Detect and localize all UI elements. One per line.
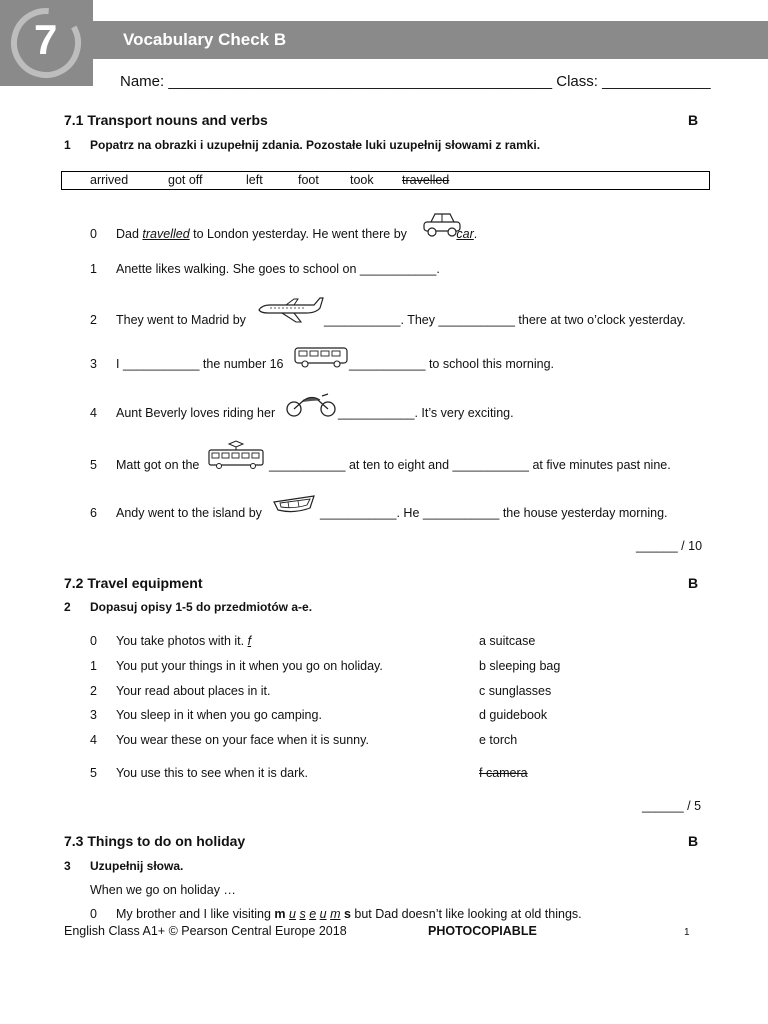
- boat-icon: [272, 492, 316, 516]
- chapter-badge: [0, 0, 93, 86]
- task-2-number: 2: [64, 600, 71, 614]
- example-answer: travelled: [142, 227, 190, 241]
- example-letter: s: [299, 907, 306, 921]
- section-2-title: 7.2 Travel equipment: [64, 575, 203, 591]
- word-box-item: got off: [168, 173, 203, 187]
- given-letter: m: [274, 907, 286, 921]
- match-item-0: [116, 634, 251, 648]
- task-3-instruction: Uzupełnij słowa.: [90, 859, 184, 873]
- section-1-score: ______ / 10: [636, 539, 703, 553]
- title-bar: [93, 21, 768, 59]
- match-item-2: Your read about places in it.: [116, 684, 271, 698]
- match-option-e: e torch: [479, 733, 518, 747]
- example-letter: m: [330, 907, 341, 921]
- item-number: 1: [90, 262, 97, 276]
- text: to London yesterday. He went there by: [189, 227, 411, 241]
- section-3-letter: B: [688, 833, 699, 849]
- given-letter: s: [343, 907, 351, 921]
- item-6-sentence-start: Andy went to the island by: [116, 506, 262, 520]
- example-answer: f: [247, 634, 252, 648]
- word-box-item: left: [246, 173, 263, 187]
- example-letter: u: [319, 907, 327, 921]
- match-option-f-used: f camera: [479, 766, 528, 780]
- bus-icon: [293, 345, 349, 369]
- section-3-title: 7.3 Things to do on holiday: [64, 833, 246, 849]
- match-item-5: You use this to see when it is dark.: [116, 766, 309, 780]
- footer-photocopiable: PHOTOCOPIABLE: [428, 924, 537, 938]
- section-1-title: 7.1 Transport nouns and verbs: [64, 112, 268, 128]
- item-2-sentence-start: They went to Madrid by: [116, 313, 246, 327]
- text: .: [473, 227, 478, 241]
- word-item-0: [116, 907, 582, 921]
- item-2-sentence-end: ___________. They ___________ there at two o’clock yesterday.: [324, 313, 686, 327]
- car-icon: [422, 210, 462, 238]
- match-item-1: You put your things in it when you go on holiday.: [116, 659, 383, 673]
- item-4-sentence-start: Aunt Beverly loves riding her: [116, 406, 276, 420]
- item-number: 0: [90, 227, 97, 241]
- item-number: 2: [90, 684, 97, 698]
- match-option-b: b sleeping bag: [479, 659, 561, 673]
- item-number: 4: [90, 406, 97, 420]
- match-item-3: You sleep in it when you go camping.: [116, 708, 322, 722]
- item-number: 2: [90, 313, 97, 327]
- match-option-a: a suitcase: [479, 634, 536, 648]
- task-3-number: 3: [64, 859, 71, 873]
- text: My brother and I like visiting: [116, 907, 275, 921]
- task-1-number: 1: [64, 138, 71, 152]
- item-3-sentence-start: I ___________ the number 16: [116, 357, 284, 371]
- example-letter: e: [309, 907, 317, 921]
- item-number: 5: [90, 458, 97, 472]
- section-2-score: ______ / 5: [642, 799, 702, 813]
- task-1-instruction: Popatrz na obrazki i uzupełnij zdania. Pozostałe luki uzupełnij słowami z ramki.: [90, 138, 541, 152]
- text: Dad: [116, 227, 143, 241]
- item-3-sentence-end: ___________ to school this morning.: [349, 357, 555, 371]
- airplane-icon: [256, 294, 324, 324]
- word-box-item: foot: [298, 173, 319, 187]
- text: You take photos with it.: [116, 634, 248, 648]
- word-box: [61, 171, 710, 190]
- item-number: 5: [90, 766, 97, 780]
- item-6-sentence-end: ___________. He ___________ the house yesterday morning.: [320, 506, 668, 520]
- item-number: 0: [90, 634, 97, 648]
- item-1-sentence: Anette likes walking. She goes to school on ___________.: [116, 262, 440, 276]
- match-item-4: You wear these on your face when it is sunny.: [116, 733, 369, 747]
- item-number: 4: [90, 733, 97, 747]
- footer-copyright: English Class A1+ © Pearson Central Europe 2018: [64, 924, 347, 938]
- item-5-sentence-start: Matt got on the: [116, 458, 200, 472]
- word-box-item: took: [350, 173, 374, 187]
- tram-icon: [207, 440, 265, 470]
- item-5-sentence-end: ___________ at ten to eight and ___________ at five minutes past nine.: [269, 458, 671, 472]
- page-title: Vocabulary Check B: [123, 30, 287, 49]
- item-number: 3: [90, 357, 97, 371]
- task-3-intro: When we go on holiday …: [90, 883, 236, 897]
- match-option-c: c sunglasses: [479, 684, 552, 698]
- item-number: 6: [90, 506, 97, 520]
- word-box-item-used: travelled: [402, 173, 450, 187]
- page-number: 1: [684, 927, 690, 938]
- word-box-item: arrived: [90, 173, 129, 187]
- item-number: 1: [90, 659, 97, 673]
- motorbike-icon: [284, 390, 338, 418]
- section-2-letter: B: [688, 575, 699, 591]
- example-letter: u: [289, 907, 296, 921]
- item-number: 0: [90, 907, 97, 921]
- text: but Dad doesn’t like looking at old things.: [350, 907, 582, 921]
- section-1-letter: B: [688, 112, 699, 128]
- item-4-sentence-end: ___________. It’s very exciting.: [338, 406, 514, 420]
- match-option-d: d guidebook: [479, 708, 548, 722]
- chapter-number: 7: [34, 16, 58, 63]
- item-number: 3: [90, 708, 97, 722]
- name-class-line: Name: ______________________________________________ Class: _____________: [120, 73, 711, 90]
- example-answer: car: [456, 227, 474, 241]
- task-2-instruction: Dopasuj opisy 1-5 do przedmiotów a-e.: [90, 600, 313, 614]
